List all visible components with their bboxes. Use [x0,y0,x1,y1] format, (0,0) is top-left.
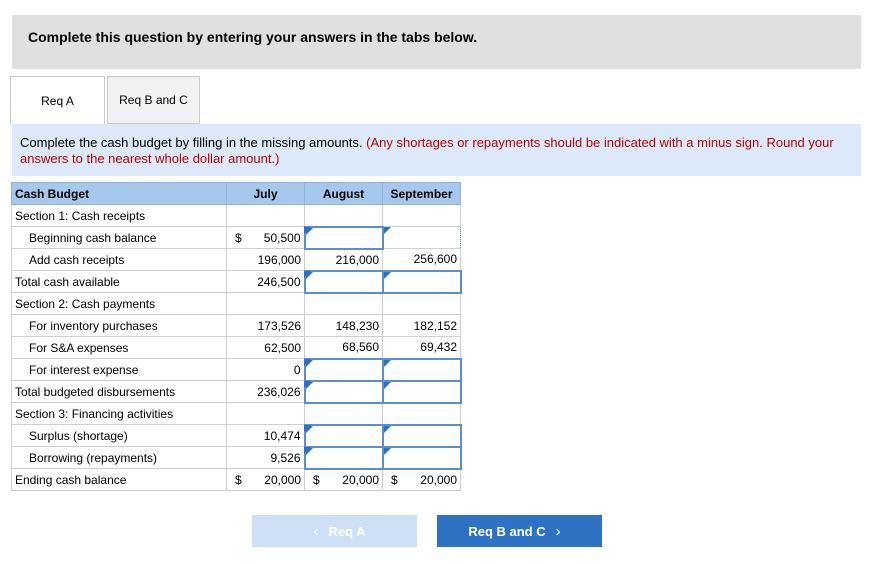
cell-value: 10,474 [263,428,301,443]
august-value-cell [305,249,383,271]
september-value-cell [383,337,461,359]
instruction-box [12,124,861,176]
answer-flag-icon [306,448,313,455]
august-value-cell [305,315,383,337]
tab-req-a-label: Req A [41,93,74,108]
table-row [12,271,461,293]
cell-value: 20,000 [420,472,457,487]
cell-value: 62,500 [264,340,301,355]
tab-req-a[interactable] [10,76,105,124]
august-answer-input[interactable] [305,271,383,293]
july-value-cell [227,447,305,469]
september-answer-input[interactable] [383,447,461,469]
september-value-cell [383,315,461,337]
prev-button-label: Req A [328,523,366,539]
instruction-note: (Any shortages or repayments should be indicated with a minus sign. Round your answers to the nearest whole dollar amount.) [20,135,834,166]
header-september: September [383,183,461,205]
cash-budget-table [11,182,462,491]
tab-req-b-and-c-label: Req B and C [119,93,188,107]
august-value-cell [305,469,383,491]
august-answer-input[interactable] [305,425,383,447]
question-header-title: Complete this question by entering your answers in the tabs below. [28,29,478,45]
cell-value: 173,526 [257,318,301,333]
cell-value: 68,560 [342,340,379,355]
table-row [12,425,461,447]
row-label: Section 1: Cash receipts [12,205,227,227]
answer-flag-icon [306,360,313,367]
table-row [12,293,461,315]
table-row [12,381,461,403]
table-row [12,469,461,491]
header-cash-budget: Cash Budget [12,183,227,205]
july-value-cell [227,249,305,271]
cell-value: 182,152 [413,318,457,333]
answer-flag-icon [384,360,391,367]
september-value-cell [383,205,461,227]
table-header-row [12,183,461,205]
row-label: For inventory purchases [12,315,227,337]
table-row [12,315,461,337]
cell-value: 216,000 [335,252,379,267]
cell-value: 20,000 [342,472,379,487]
answer-flag-icon [384,382,391,389]
cell-value: 196,000 [257,252,301,267]
answer-flag-icon [306,382,313,389]
july-value-cell [227,359,305,381]
currency-symbol: $ [313,472,320,487]
question-header [12,15,861,69]
next-button-label: Req B and C [468,523,546,539]
september-value-cell [383,249,461,271]
august-answer-input[interactable] [305,447,383,469]
july-value-cell [227,425,305,447]
cell-value: 20,000 [264,472,301,487]
cell-value: 0 [293,362,301,377]
cell-value: 246,500 [257,274,301,289]
row-label: Borrowing (repayments) [12,447,227,469]
september-value-cell [383,293,461,315]
table-row [12,249,461,271]
row-label: Total budgeted disbursements [12,381,227,403]
july-value-cell [227,205,305,227]
july-value-cell [227,381,305,403]
row-label: Ending cash balance [12,469,227,491]
cell-value: 69,432 [420,340,457,355]
header-august: August [305,183,383,205]
august-answer-input[interactable] [305,381,383,403]
july-value-cell [227,271,305,293]
august-value-cell [305,205,383,227]
row-label: Surplus (shortage) [12,425,227,447]
august-answer-input[interactable] [305,227,383,249]
currency-symbol: $ [235,230,242,245]
july-value-cell [227,337,305,359]
chevron-left-icon: ‹ [313,522,319,540]
cell-value: 9,526 [270,450,301,465]
table-row [12,227,461,249]
september-answer-input[interactable] [383,227,461,249]
september-value-cell [383,469,461,491]
july-value-cell [227,293,305,315]
table-row [12,403,461,425]
currency-symbol: $ [391,472,398,487]
answer-flag-icon [306,272,313,279]
answer-flag-icon [384,227,391,234]
august-answer-input[interactable] [305,359,383,381]
cell-value: 148,230 [335,318,379,333]
prev-req-a-button[interactable] [252,515,417,547]
july-value-cell [227,403,305,425]
september-answer-input[interactable] [383,425,461,447]
cell-value: 256,600 [413,252,457,267]
table-row [12,359,461,381]
table-row [12,337,461,359]
answer-flag-icon [384,272,391,279]
cell-value: 50,500 [263,230,301,245]
answer-flag-icon [384,448,391,455]
row-label: Add cash receipts [12,249,227,271]
september-answer-input[interactable] [383,271,461,293]
september-answer-input[interactable] [383,381,461,403]
cell-value: 236,026 [257,384,301,399]
table-row [12,447,461,469]
row-label: Total cash available [12,271,227,293]
tab-req-b-and-c[interactable] [107,76,200,124]
july-value-cell [227,315,305,337]
answer-flag-icon [306,426,313,433]
row-label: Beginning cash balance [12,227,227,249]
row-label: For S&A expenses [12,337,227,359]
row-label: For interest expense [12,359,227,381]
instruction-main: Complete the cash budget by filling in the missing amounts. [20,135,363,150]
currency-symbol: $ [235,472,242,487]
august-value-cell [305,337,383,359]
table-row [12,205,461,227]
row-label: Section 2: Cash payments [12,293,227,315]
july-value-cell [227,469,305,491]
row-label: Section 3: Financing activities [12,403,227,425]
next-req-b-and-c-button[interactable] [437,515,602,547]
september-answer-input[interactable] [383,359,461,381]
header-july: July [227,183,305,205]
august-value-cell [305,293,383,315]
september-value-cell [383,403,461,425]
july-value-cell [227,227,305,249]
august-value-cell [305,403,383,425]
answer-flag-icon [384,426,391,433]
chevron-right-icon: › [555,522,561,540]
answer-flag-icon [306,228,313,235]
